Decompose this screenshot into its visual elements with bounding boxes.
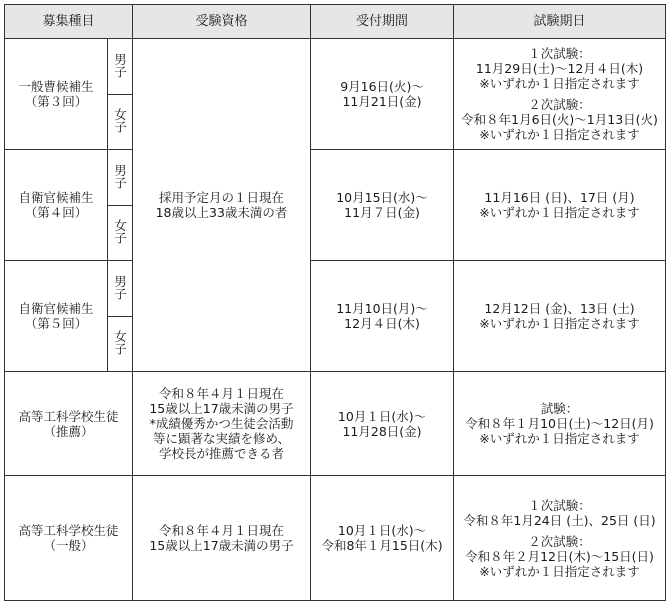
table-row xyxy=(5,39,666,95)
period-end: 11月21日(金) xyxy=(342,94,422,109)
exam-note: ※いずれか１日指定されます xyxy=(479,316,640,331)
exam-date: 令和８年1月6日(火)～1月13日(火) xyxy=(461,112,658,127)
period-cell xyxy=(311,476,454,601)
exam-label: ２次試験： xyxy=(528,533,591,549)
header-row xyxy=(5,5,666,39)
exam-label: 試験： xyxy=(540,401,579,416)
category-round: （第４回） xyxy=(24,205,88,220)
period-end: 令和8年１月15日(木) xyxy=(321,538,443,553)
category-cell xyxy=(5,39,108,150)
qualification-cell xyxy=(133,372,311,476)
qualification-line: 学校長が推薦できる者 xyxy=(159,446,285,461)
period-start: 10月15日(水)～ xyxy=(336,190,428,205)
header-qualification: 受験資格 xyxy=(133,5,311,39)
header-category: 募集種目 xyxy=(5,5,133,39)
gender-male: 男子 xyxy=(108,150,133,206)
qualification-line: 採用予定月の１日現在 xyxy=(159,190,285,205)
period-end: 11月７日(金) xyxy=(344,205,420,220)
exam-note: ※いずれか１日指定されます xyxy=(479,76,640,91)
exam-date: 11月29日(土)～12月４日(木) xyxy=(475,61,644,76)
qualification-line: 15歳以上17歳未満の男子 xyxy=(149,538,294,553)
period-end: 11月28日(金) xyxy=(342,423,422,439)
qualification-line: 令和８年４月１日現在 xyxy=(159,386,285,401)
qualification-line: 令和８年４月１日現在 xyxy=(159,523,285,538)
gender-female: 女子 xyxy=(108,206,133,261)
exam-label: １次試験： xyxy=(528,497,591,513)
exam-note: ※いずれか１日指定されます xyxy=(479,431,640,446)
period-cell xyxy=(311,150,454,261)
category-round: （第５回） xyxy=(24,316,88,331)
qualification-line: 等に顕著な実績を修め、 xyxy=(153,431,291,446)
exam-note: ※いずれか１日指定されます xyxy=(479,127,640,142)
exam-cell xyxy=(454,372,666,476)
period-start: 10月１日(水)～ xyxy=(337,408,427,424)
period-cell xyxy=(311,39,454,150)
category-cell xyxy=(5,261,108,372)
category-type: （推薦） xyxy=(43,423,94,439)
exam-label: ２次試験： xyxy=(528,97,591,112)
category-cell xyxy=(5,476,133,601)
period-end: 12月４日(木) xyxy=(344,316,420,331)
qualification-shared-cell xyxy=(133,39,311,372)
category-name: 一般曹候補生 xyxy=(18,79,94,94)
header-period: 受付期間 xyxy=(311,5,454,39)
qualification-cell xyxy=(133,476,311,601)
exam-date: 令和８年１月10日(土)～12日(月) xyxy=(465,416,654,431)
header-exam-date: 試験期日 xyxy=(454,5,666,39)
exam-date: 11月16日 (日)、17日 (月) xyxy=(484,190,635,205)
category-name: 高等工科学校生徒 xyxy=(18,408,119,424)
exam-cell xyxy=(454,261,666,372)
exam-note: ※いずれか１日指定されます xyxy=(479,205,640,220)
category-cell xyxy=(5,372,133,476)
exam-note: ※いずれか１日指定されます xyxy=(479,563,640,579)
exam-cell xyxy=(454,150,666,261)
table-row xyxy=(5,372,666,476)
table-row xyxy=(5,476,666,601)
exam-date: 令和８年２月12日(木)～15日(日) xyxy=(465,548,654,564)
period-start: 10月１日(水)～ xyxy=(337,523,427,538)
exam-label: １次試験： xyxy=(528,46,591,61)
gender-female: 女子 xyxy=(108,317,133,372)
category-round: （第３回） xyxy=(24,94,88,109)
exam-date: 令和８年1月24日 (土)、25日 (日) xyxy=(463,512,656,528)
period-start: 11月10日(月)～ xyxy=(336,301,428,316)
table-row xyxy=(5,261,666,317)
gender-male: 男子 xyxy=(108,39,133,95)
gender-female: 女子 xyxy=(108,95,133,150)
period-start: 9月16日(火)～ xyxy=(340,79,424,94)
category-type: （一般） xyxy=(43,538,94,553)
period-cell xyxy=(311,372,454,476)
table-row xyxy=(5,150,666,206)
category-name: 自衛官候補生 xyxy=(18,190,94,205)
gender-male: 男子 xyxy=(108,261,133,317)
exam-date: 12月12日 (金)、13日 (土) xyxy=(484,301,635,316)
qualification-line: 15歳以上17歳未満の男子 xyxy=(149,401,294,416)
recruitment-schedule-table xyxy=(4,4,666,601)
exam-cell xyxy=(454,476,666,601)
exam-cell xyxy=(454,39,666,150)
period-cell xyxy=(311,261,454,372)
qualification-line: 18歳以上33歳未満の者 xyxy=(155,205,288,220)
qualification-line: *成績優秀かつ生徒会活動 xyxy=(149,416,294,431)
category-name: 高等工科学校生徒 xyxy=(18,523,119,538)
category-cell xyxy=(5,150,108,261)
category-name: 自衛官候補生 xyxy=(18,301,94,316)
